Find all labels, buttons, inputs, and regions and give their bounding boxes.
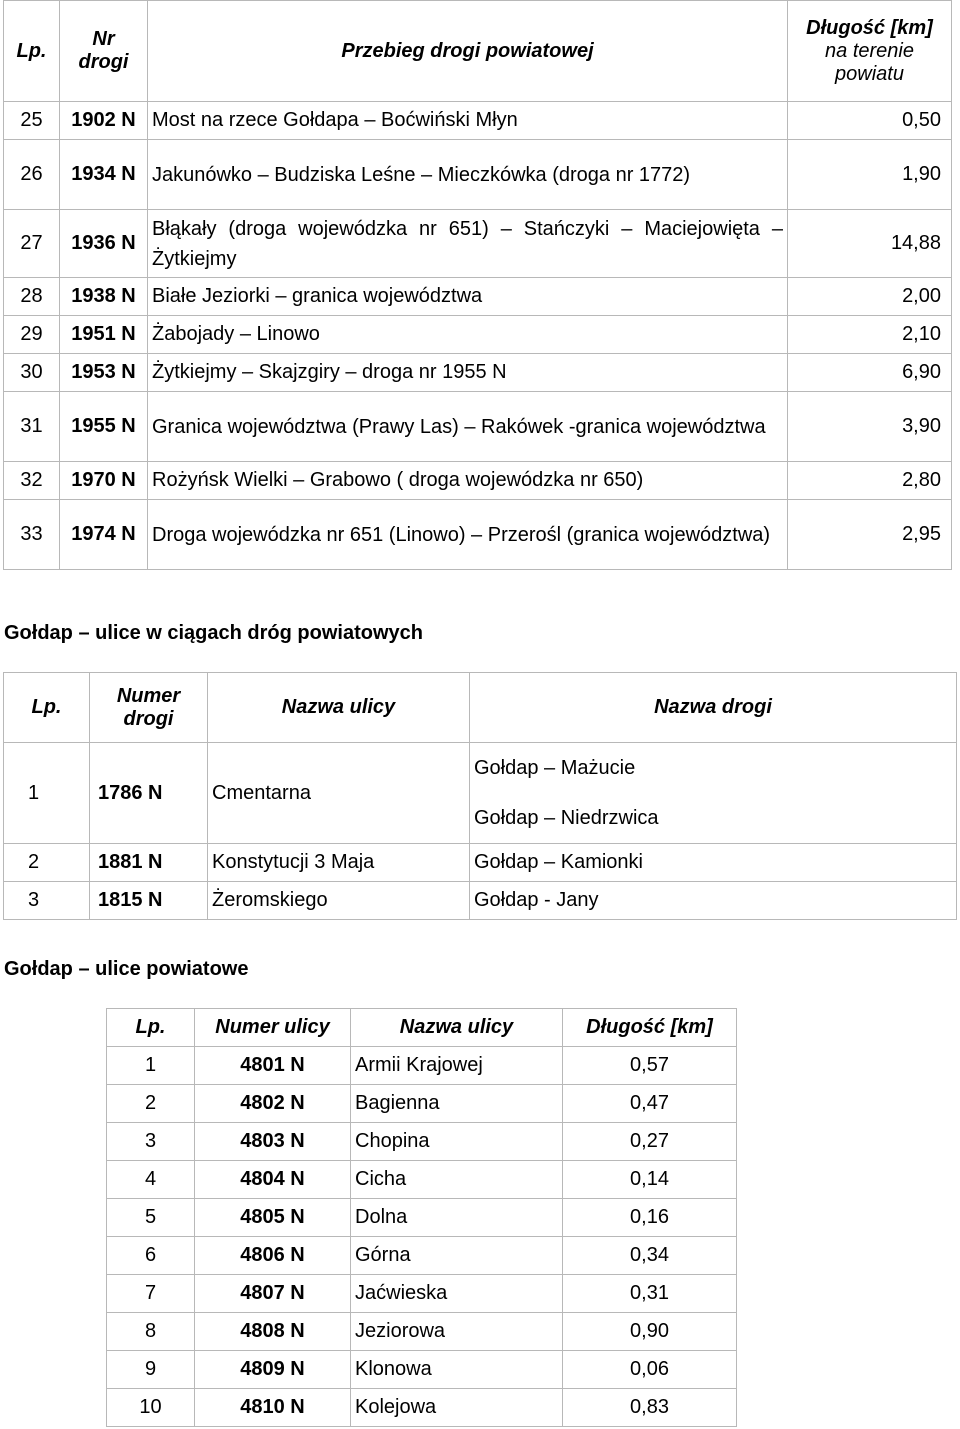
row-road-number: 1934 N xyxy=(60,140,148,210)
row-lp: 3 xyxy=(107,1123,195,1161)
table-row xyxy=(4,882,957,920)
table-row xyxy=(4,316,952,354)
row-length: 0,14 xyxy=(563,1161,737,1199)
header-street-number: Numer ulicy xyxy=(195,1009,351,1047)
row-route: Most na rzece Gołdapa – Boćwiński Młyn xyxy=(148,102,788,140)
roads-table-header xyxy=(4,1,952,102)
table-row xyxy=(4,743,957,844)
table-row xyxy=(107,1199,737,1237)
table-row xyxy=(4,210,952,278)
row-street-number: 4809 N xyxy=(195,1351,351,1389)
row-route: Błąkały (droga wojewódzka nr 651) – Stańczyki – Maciejowięta – Żytkiejmy xyxy=(148,210,788,278)
header-road-number-line2: drogi xyxy=(123,707,174,730)
row-lp: 4 xyxy=(107,1161,195,1199)
table-row xyxy=(107,1161,737,1199)
row-route: Granica województwa (Prawy Las) – Rakówek -granica województwa xyxy=(148,392,788,462)
table-row xyxy=(107,1351,737,1389)
row-length: 0,83 xyxy=(563,1389,737,1427)
row-street-name: Jaćwieska xyxy=(351,1275,563,1313)
table-row xyxy=(4,278,952,316)
header-length-line2: na terenie xyxy=(825,39,914,62)
row-lp: 28 xyxy=(4,278,60,316)
table-row xyxy=(4,354,952,392)
table-row xyxy=(4,500,952,570)
row-street-number: 4807 N xyxy=(195,1275,351,1313)
row-length: 0,16 xyxy=(563,1199,737,1237)
road-name: Gołdap - Jany xyxy=(470,882,957,920)
row-length: 2,10 xyxy=(788,316,952,354)
roads-table xyxy=(3,0,952,570)
header-road-name: Nazwa drogi xyxy=(470,673,957,743)
row-lp: 29 xyxy=(4,316,60,354)
row-street-name: Cmentarna xyxy=(208,743,470,844)
row-length: 0,06 xyxy=(563,1351,737,1389)
table-row xyxy=(107,1085,737,1123)
county-streets-header xyxy=(107,1009,737,1047)
row-length: 0,34 xyxy=(563,1237,737,1275)
table-row xyxy=(107,1237,737,1275)
header-length xyxy=(788,1,952,102)
header-road-number-line2: drogi xyxy=(78,51,129,73)
row-route: Droga wojewódzka nr 651 (Linowo) – Przerośl (granica województwa) xyxy=(148,500,788,570)
row-length: 3,90 xyxy=(788,392,952,462)
row-lp: 9 xyxy=(107,1351,195,1389)
row-lp: 2 xyxy=(107,1085,195,1123)
row-street-name: Konstytucji 3 Maja xyxy=(208,844,470,882)
section-title-streets-in-roads: Gołdap – ulice w ciągach dróg powiatowych xyxy=(4,622,423,644)
row-road-names xyxy=(470,743,957,844)
row-street-number: 4805 N xyxy=(195,1199,351,1237)
row-road-number: 1955 N xyxy=(60,392,148,462)
row-route: Jakunówko – Budziska Leśne – Mieczkówka (droga nr 1772) xyxy=(148,140,788,210)
table-row xyxy=(107,1313,737,1351)
table-row xyxy=(4,392,952,462)
row-lp: 30 xyxy=(4,354,60,392)
row-road-number: 1951 N xyxy=(60,316,148,354)
row-street-name: Bagienna xyxy=(351,1085,563,1123)
table-row xyxy=(4,102,952,140)
table-row xyxy=(4,140,952,210)
row-street-number: 4801 N xyxy=(195,1047,351,1085)
header-street-name: Nazwa ulicy xyxy=(351,1009,563,1047)
row-route: Żytkiejmy – Skajzgiry – droga nr 1955 N xyxy=(148,354,788,392)
row-length: 1,90 xyxy=(788,140,952,210)
row-lp: 5 xyxy=(107,1199,195,1237)
road-name: Gołdap – Niedrzwica xyxy=(474,807,659,829)
row-lp: 6 xyxy=(107,1237,195,1275)
header-street-name: Nazwa ulicy xyxy=(208,673,470,743)
table-row xyxy=(107,1275,737,1313)
row-length: 2,00 xyxy=(788,278,952,316)
row-length: 0,90 xyxy=(563,1313,737,1351)
row-street-number: 4804 N xyxy=(195,1161,351,1199)
row-road-number: 1970 N xyxy=(60,462,148,500)
row-lp: 1 xyxy=(4,743,90,844)
row-road-number: 1815 N xyxy=(90,882,208,920)
row-street-number: 4810 N xyxy=(195,1389,351,1427)
table-row xyxy=(4,844,957,882)
row-lp: 26 xyxy=(4,140,60,210)
road-name: Gołdap – Kamionki xyxy=(470,844,957,882)
row-road-number: 1974 N xyxy=(60,500,148,570)
row-length: 0,47 xyxy=(563,1085,737,1123)
row-road-number: 1881 N xyxy=(90,844,208,882)
row-street-name: Klonowa xyxy=(351,1351,563,1389)
row-length: 14,88 xyxy=(788,210,952,278)
section-title-county-streets: Gołdap – ulice powiatowe xyxy=(4,958,249,980)
row-length: 0,31 xyxy=(563,1275,737,1313)
row-street-number: 4808 N xyxy=(195,1313,351,1351)
row-lp: 33 xyxy=(4,500,60,570)
row-road-number: 1936 N xyxy=(60,210,148,278)
row-lp: 25 xyxy=(4,102,60,140)
row-road-number: 1786 N xyxy=(90,743,208,844)
row-lp: 8 xyxy=(107,1313,195,1351)
row-length: 2,80 xyxy=(788,462,952,500)
header-lp: Lp. xyxy=(107,1009,195,1047)
row-route: Rożyńsk Wielki – Grabowo ( droga wojewódzka nr 650) xyxy=(148,462,788,500)
header-road-number-line1: Nr xyxy=(92,28,115,50)
header-road-number xyxy=(60,1,148,102)
row-street-number: 4802 N xyxy=(195,1085,351,1123)
row-length: 0,57 xyxy=(563,1047,737,1085)
row-lp: 27 xyxy=(4,210,60,278)
row-lp: 2 xyxy=(4,844,90,882)
row-lp: 10 xyxy=(107,1389,195,1427)
row-street-name: Armii Krajowej xyxy=(351,1047,563,1085)
road-name: Gołdap – Mażucie xyxy=(474,757,636,779)
header-length-line1: Długość [km] xyxy=(806,16,933,39)
header-length-line3: powiatu xyxy=(835,62,904,85)
header-lp: Lp. xyxy=(4,673,90,743)
row-lp: 3 xyxy=(4,882,90,920)
row-street-name: Kolejowa xyxy=(351,1389,563,1427)
row-street-name: Górna xyxy=(351,1237,563,1275)
row-street-name: Chopina xyxy=(351,1123,563,1161)
header-lp: Lp. xyxy=(4,1,60,102)
row-lp: 32 xyxy=(4,462,60,500)
row-road-number: 1953 N xyxy=(60,354,148,392)
row-street-name: Cicha xyxy=(351,1161,563,1199)
row-route: Żabojady – Linowo xyxy=(148,316,788,354)
header-length: Długość [km] xyxy=(563,1009,737,1047)
county-streets-table xyxy=(106,1008,737,1427)
row-route: Białe Jeziorki – granica województwa xyxy=(148,278,788,316)
header-road-number-line1: Numer xyxy=(116,684,181,707)
row-street-name: Jeziorowa xyxy=(351,1313,563,1351)
table-row xyxy=(107,1389,737,1427)
row-street-name: Dolna xyxy=(351,1199,563,1237)
row-length: 2,95 xyxy=(788,500,952,570)
row-street-name: Żeromskiego xyxy=(208,882,470,920)
row-lp: 1 xyxy=(107,1047,195,1085)
table-row xyxy=(107,1047,737,1085)
row-length: 0,50 xyxy=(788,102,952,140)
header-route: Przebieg drogi powiatowej xyxy=(148,1,788,102)
table-row xyxy=(4,462,952,500)
table-row xyxy=(107,1123,737,1161)
row-street-number: 4806 N xyxy=(195,1237,351,1275)
row-road-number: 1902 N xyxy=(60,102,148,140)
streets-in-roads-table xyxy=(3,672,957,920)
row-street-number: 4803 N xyxy=(195,1123,351,1161)
row-length: 0,27 xyxy=(563,1123,737,1161)
row-length: 6,90 xyxy=(788,354,952,392)
header-road-number xyxy=(90,673,208,743)
streets-in-roads-header xyxy=(4,673,957,743)
row-lp: 7 xyxy=(107,1275,195,1313)
row-lp: 31 xyxy=(4,392,60,462)
row-road-number: 1938 N xyxy=(60,278,148,316)
